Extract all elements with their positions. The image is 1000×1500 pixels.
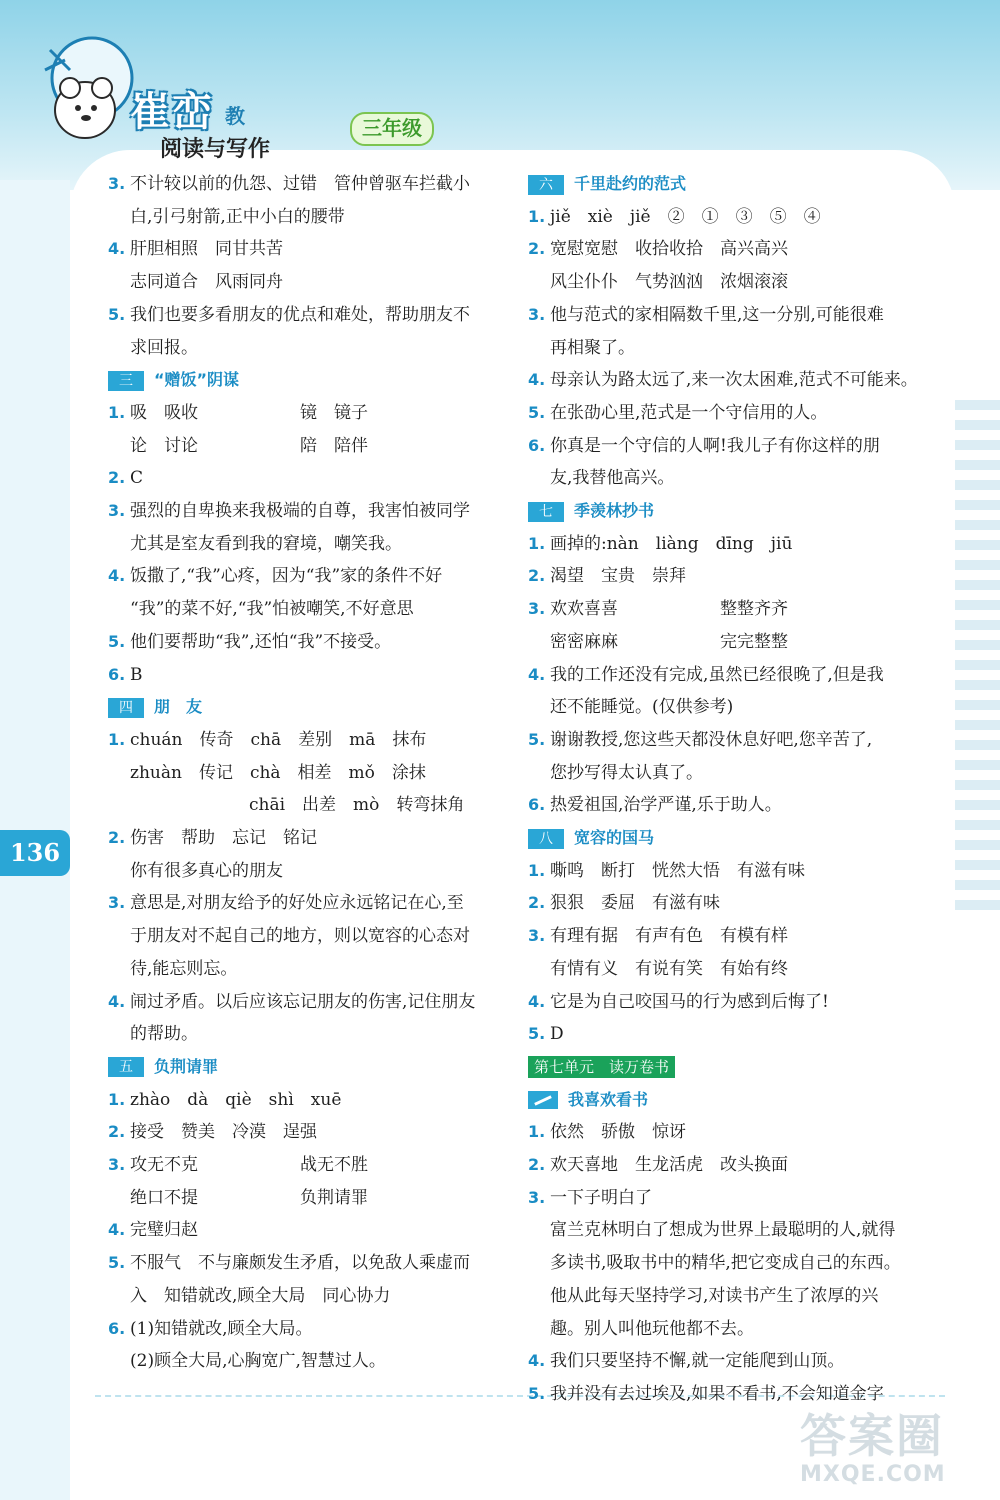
right-margin-decoration [955,400,1000,920]
answer-text: 他们要帮助“我”,还怕“我”不接受。 [130,631,392,652]
question-number: 6. [108,664,126,684]
answer-text: 论 讨论 陪 陪伴 [130,435,368,456]
answer-item [528,724,918,757]
answer-text: 尤其是室友看到我的窘境，嘲笑我。 [130,533,402,554]
answer-item [108,626,498,659]
answer-text: 富兰克林明白了想成为世界上最聪明的人,就得 [550,1220,896,1241]
section-heading [528,168,918,201]
answer-text: 有情有义 有说有笑 有始有终 [550,958,788,979]
logo [20,20,440,160]
bear-mascot-icon [30,30,140,150]
answer-item [528,659,918,692]
answer-line [528,757,918,790]
question-number: 1. [108,1089,126,1109]
answer-text: 多读书,吸取书中的精华,把它变成自己的东西。 [550,1253,901,1274]
question-number: 1. [528,533,546,553]
watermark-line-2: MXQE.COM [800,1462,946,1487]
pen-icon [528,1091,558,1109]
answer-text: 不服气 不与廉颇发生矛盾，以免敌人乘虚而 [130,1253,470,1274]
answer-text: jiě xiè jiě ② ① ③ ⑤ ④ [550,206,821,227]
answer-text: 不计较以前的仇怨、过错 管仲曾驱车拦截小 [130,174,470,194]
answer-item [528,560,918,593]
answer-text: 您抄写得太认真了。 [550,762,703,783]
question-number: 4. [528,1351,546,1371]
answer-item [528,593,918,626]
answer-text: 友,我替他高兴。 [550,468,675,489]
answer-item [108,560,498,593]
unit-banner [528,1051,918,1084]
answer-item [528,1149,918,1182]
answer-item [528,1018,918,1051]
answer-text: (2)顾全大局,心胸宽广,智慧过人。 [130,1351,386,1372]
question-number: 4. [528,664,546,684]
answer-text: 闹过矛盾。以后应该忘记朋友的伤害,记住朋友 [130,991,476,1012]
answer-line [528,1247,918,1280]
question-number: 5. [108,1253,126,1273]
answer-item [528,920,918,953]
answer-text: D [550,1024,564,1045]
question-number: 5. [108,631,126,651]
answer-line [108,855,498,888]
question-number: 3. [528,926,546,946]
answer-item [528,397,918,430]
unit-title: 第七单元 读万卷书 [528,1056,675,1078]
answer-item [528,201,918,234]
answer-item [108,397,498,430]
answer-item [108,887,498,920]
answer-item [528,364,918,397]
section-title: 千里赴约的范式 [574,174,687,194]
answer-text: 你有很多真心的朋友 [130,860,283,881]
section-heading [108,364,498,397]
answer-text: 欢欢喜喜 整整齐齐 [550,599,788,620]
answer-line [108,789,498,822]
question-number: 4. [108,566,126,586]
section-title: “赠饭”阴谋 [154,370,240,390]
answer-text: 我的工作还没有完成,虽然已经很晚了,但是我 [550,664,884,685]
question-number: 2. [108,828,126,848]
section-heading [108,1051,498,1084]
question-number: 5. [528,1024,546,1044]
question-number: 1. [528,1122,546,1142]
answer-item [528,233,918,266]
answer-text: 还不能睡觉。(仅供参考) [550,697,734,718]
answer-text: 欢天喜地 生龙活虎 改头换面 [550,1155,788,1176]
answer-item [528,1116,918,1149]
question-number: 6. [528,795,546,815]
answer-line [108,266,498,299]
section-number-tag: 七 [528,502,564,522]
answer-text: 在张劭心里,范式是一个守信用的人。 [550,402,828,423]
question-number: 4. [108,1220,126,1240]
answer-text: 接受 赞美 冷漠 逞强 [130,1122,317,1143]
answer-text: zhuàn 传记 chà 相差 mǒ 涂抹 [130,762,426,783]
answer-text: 白,引弓射箭,正中小白的腰带 [130,206,345,227]
answer-text: 入 知错就改,顾全大局 同心协力 [130,1285,391,1306]
answer-text: “我”的菜不好,“我”怕被嘲笑,不好意思 [130,599,414,620]
page-number: 136 [9,838,61,867]
answer-text: 强烈的自卑换来我极端的自尊，我害怕被同学 [130,501,470,522]
answer-text: 意思是,对朋友给予的好处应永远铭记在心,至 [130,893,464,914]
answer-line [528,266,918,299]
answer-item [528,299,918,332]
section-number-tag: 六 [528,175,564,195]
answer-item [108,462,498,495]
answer-text: 攻无不克 战无不胜 [130,1155,368,1176]
answer-item [528,887,918,920]
question-number: 3. [528,599,546,619]
answer-item [108,724,498,757]
answer-text: C [130,468,144,489]
question-number: 6. [108,1318,126,1338]
question-number: 6. [528,435,546,455]
question-number: 2. [528,1155,546,1175]
watermark [800,1400,990,1495]
answer-line [528,1280,918,1313]
answer-text: 再相聚了。 [550,337,635,358]
question-number: 4. [528,370,546,390]
answer-text: B [130,664,143,685]
answer-text: 密密麻麻 完完整整 [550,631,788,652]
answer-line [528,953,918,986]
answer-item [108,1214,498,1247]
answer-line [108,757,498,790]
answer-text: 依然 骄傲 惊讶 [550,1122,686,1143]
answer-line [108,528,498,561]
answer-text: 狠狠 委屈 有滋有味 [550,893,720,914]
answer-item [108,1247,498,1280]
answer-text: 的帮助。 [130,1024,198,1045]
answer-item [108,495,498,528]
answer-text: 趣。别人叫他玩他都不去。 [550,1318,754,1339]
answer-text: 宽慰宽慰 收拾收拾 高兴高兴 [550,239,788,260]
answer-text: 热爱祖国,治学严谨,乐于助人。 [550,795,782,816]
answer-text: chāi 出差 mò 转弯抹角 [130,795,465,816]
right-answer-column [528,168,918,1411]
question-number: 4. [108,991,126,1011]
question-number: 1. [528,206,546,226]
answer-text: 待,能忘则忘。 [130,958,238,979]
answer-line [108,1182,498,1215]
answer-text: 于朋友对不起自己的地方，则以宽容的心态对 [130,926,470,947]
answer-text: 母亲认为路太远了,来一次太困难,范式不可能来。 [550,370,918,391]
question-number: 5. [528,1383,546,1403]
section-title: 季羡林抄书 [574,501,655,521]
question-number: 3. [108,893,126,913]
question-number: 4. [528,991,546,1011]
answer-line [108,1345,498,1378]
answer-line [108,953,498,986]
question-number: 3. [108,1155,126,1175]
answer-text: 谢谢教授,您这些天都没休息好吧,您辛苦了, [550,729,873,750]
answer-text: 完璧归赵 [130,1220,198,1241]
answer-text: 吸 吸收 镜 镜子 [130,402,368,423]
answer-line [108,920,498,953]
answer-text: chuán 传奇 chā 差别 mā 抹布 [130,729,427,750]
answer-text: 你真是一个守信的人啊!我儿子有你这样的朋 [550,435,880,456]
section-heading [528,822,918,855]
answer-text: 伤害 帮助 忘记 铭记 [130,828,317,849]
answer-text: 渴望 宝贵 崇拜 [550,566,686,587]
answer-line [528,1214,918,1247]
answer-text: 它是为自己咬国马的行为感到后悔了! [550,991,829,1012]
answer-item [528,1345,918,1378]
question-number: 5. [528,402,546,422]
answer-line [528,332,918,365]
section-heading [528,495,918,528]
question-number: 1. [108,729,126,749]
question-number: 2. [108,1122,126,1142]
answer-text: 有理有据 有声有色 有模有样 [550,926,788,947]
answer-text: (1)知错就改,顾全大局。 [130,1318,313,1339]
section-title: 宽容的国马 [574,828,655,848]
answer-line [528,1313,918,1346]
answer-item [108,299,498,332]
grade-badge: 三年级 [350,112,434,146]
answer-item [108,659,498,692]
answer-text: 一下子明白了 [550,1187,652,1208]
section-number-tag: 五 [108,1057,144,1077]
answer-item [108,168,498,201]
section-number-tag: 八 [528,829,564,849]
question-number: 3. [528,1187,546,1207]
answer-text: 肝胆相照 同甘共苦 [130,239,283,260]
answer-item [108,233,498,266]
answer-line [108,1018,498,1051]
answer-item [528,986,918,1019]
question-number: 2. [528,239,546,259]
answer-item [108,1116,498,1149]
question-number: 1. [108,402,126,422]
answer-text: 他与范式的家相隔数千里,这一分别,可能很难 [550,304,884,325]
answer-item [528,528,918,561]
question-number: 2. [108,468,126,488]
answer-text: 绝口不提 负荆请罪 [130,1187,368,1208]
question-number: 5. [528,729,546,749]
answer-item [528,430,918,463]
answer-text: 我们只要坚持不懈,就一定能爬到山顶。 [550,1351,845,1372]
answer-item [528,789,918,822]
answer-item [108,1313,498,1346]
question-number: 1. [528,860,546,880]
answer-line [108,201,498,234]
answer-item [108,986,498,1019]
section-title: 负荆请罪 [154,1057,219,1077]
answer-text: 饭撒了,“我”心疼，因为“我”家的条件不好 [130,566,443,587]
answer-text: 嘶鸣 断打 恍然大悟 有滋有味 [550,860,805,881]
answer-line [528,626,918,659]
answer-item [108,1084,498,1117]
answer-line [528,691,918,724]
section-title: 朋 友 [154,697,203,717]
question-number: 2. [528,566,546,586]
answer-text: 风尘仆仆 气势汹汹 浓烟滚滚 [550,272,788,293]
logo-subtitle: 阅读与写作 [160,136,271,162]
answer-line [108,593,498,626]
answer-item [528,1182,918,1215]
question-number: 4. [108,239,126,259]
answer-text: 我们也要多看朋友的优点和难处，帮助朋友不 [130,304,470,325]
section-heading [528,1084,918,1117]
answer-text: 志同道合 风雨同舟 [130,272,283,293]
section-title: 我喜欢看书 [568,1089,649,1109]
answer-text: zhào dà qiè shì xuē [130,1089,342,1110]
section-number-tag: 三 [108,371,144,391]
question-number: 2. [528,893,546,913]
answer-line [108,332,498,365]
answer-text: 求回报。 [130,337,198,358]
question-number: 3. [528,304,546,324]
answer-line [108,430,498,463]
answer-item [108,1149,498,1182]
question-number: 3. [108,501,126,521]
section-heading [108,691,498,724]
logo-title: 崔峦 [130,89,214,135]
watermark-line-1: 答案圈 [800,1409,944,1463]
answer-text: 他从此每天坚持学习,对读书产生了浓厚的兴 [550,1285,879,1306]
answer-item [108,822,498,855]
question-number: 3. [108,174,126,193]
answer-line [108,1280,498,1313]
left-answer-column [108,168,498,1378]
answer-line [528,462,918,495]
answer-item [528,855,918,888]
answer-text: 画掉的:nàn liàng dīng jiū [550,533,793,554]
answer-text: 我并没有去过埃及,如果不看书,不会知道金字 [550,1383,884,1404]
question-number: 5. [108,304,126,324]
logo-title-suffix: 教 [225,104,245,128]
section-number-tag: 四 [108,698,144,718]
